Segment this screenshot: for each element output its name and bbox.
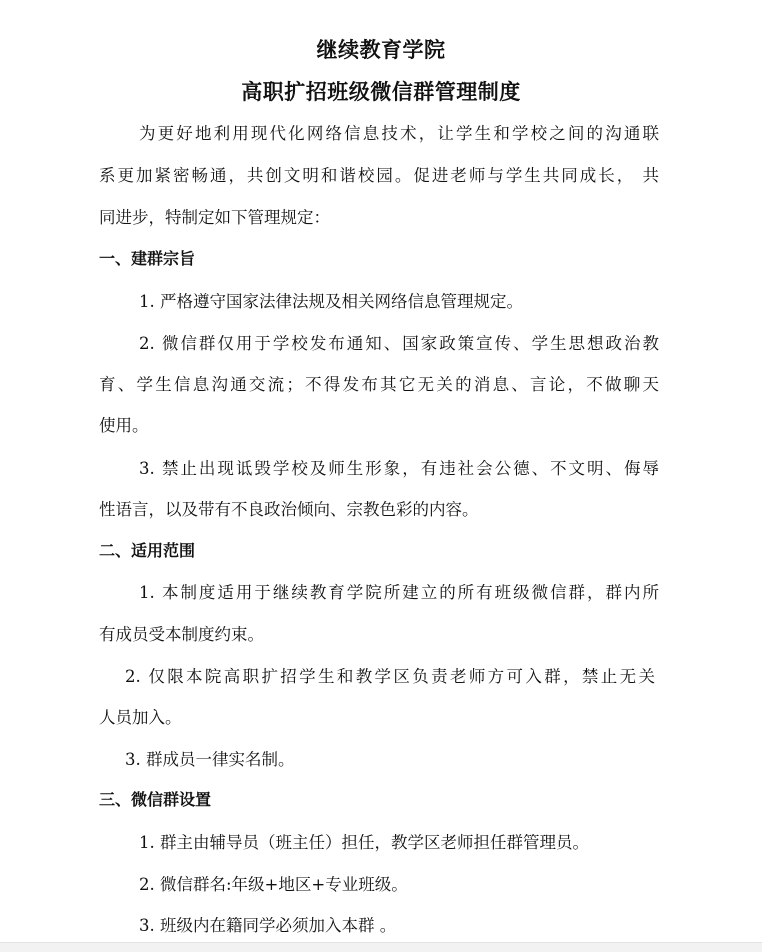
section-heading: 三、微信群设置 [99, 790, 212, 809]
paragraph-line: 性语言，以及带有不良政治倾向、宗教色彩的内容。 [99, 500, 479, 519]
paragraph-line: 2. 微信群仅用于学校发布通知、国家政策宣传、学生思想政治教 [139, 334, 659, 353]
paragraph-line: 2. 微信群名:年级+地区+专业班级。 [139, 875, 408, 894]
intro-line: 系更加紧密畅通，共创文明和谐校园。促进老师与学生共同成长， 共 [99, 166, 659, 185]
paragraph-line: 1. 严格遵守国家法律法规及相关网络信息管理规定。 [139, 292, 523, 311]
section-heading: 二、适用范围 [99, 541, 196, 560]
document-title: 继续教育学院 [316, 38, 446, 62]
document-subtitle: 高职扩招班级微信群管理制度 [241, 80, 521, 104]
paragraph-line: 1. 群主由辅导员（班主任）担任，教学区老师担任群管理员。 [139, 833, 589, 852]
paragraph-line: 使用。 [99, 416, 149, 435]
paragraph-line: 有成员受本制度约束。 [99, 625, 264, 644]
paragraph-line: 3. 群成员一律实名制。 [125, 750, 295, 769]
intro-line: 同进步，特制定如下管理规定： [99, 208, 330, 227]
paragraph-line: 1. 本制度适用于继续教育学院所建立的所有班级微信群，群内所 [139, 583, 659, 602]
paragraph-line: 育、学生信息沟通交流；不得发布其它无关的消息、言论，不做聊天 [99, 375, 659, 394]
intro-line: 为更好地利用现代化网络信息技术，让学生和学校之间的沟通联 [139, 124, 659, 143]
section-heading: 一、建群宗旨 [99, 249, 196, 268]
paragraph-line: 人员加入。 [99, 708, 182, 727]
paragraph-line: 3. 班级内在籍同学必须加入本群 。 [139, 916, 397, 935]
paragraph-line: 3. 禁止出现诋毁学校及师生形象，有违社会公德、不文明、侮辱 [139, 459, 659, 478]
paragraph-line: 2. 仅限本院高职扩招学生和教学区负责老师方可入群，禁止无关 [125, 667, 655, 686]
